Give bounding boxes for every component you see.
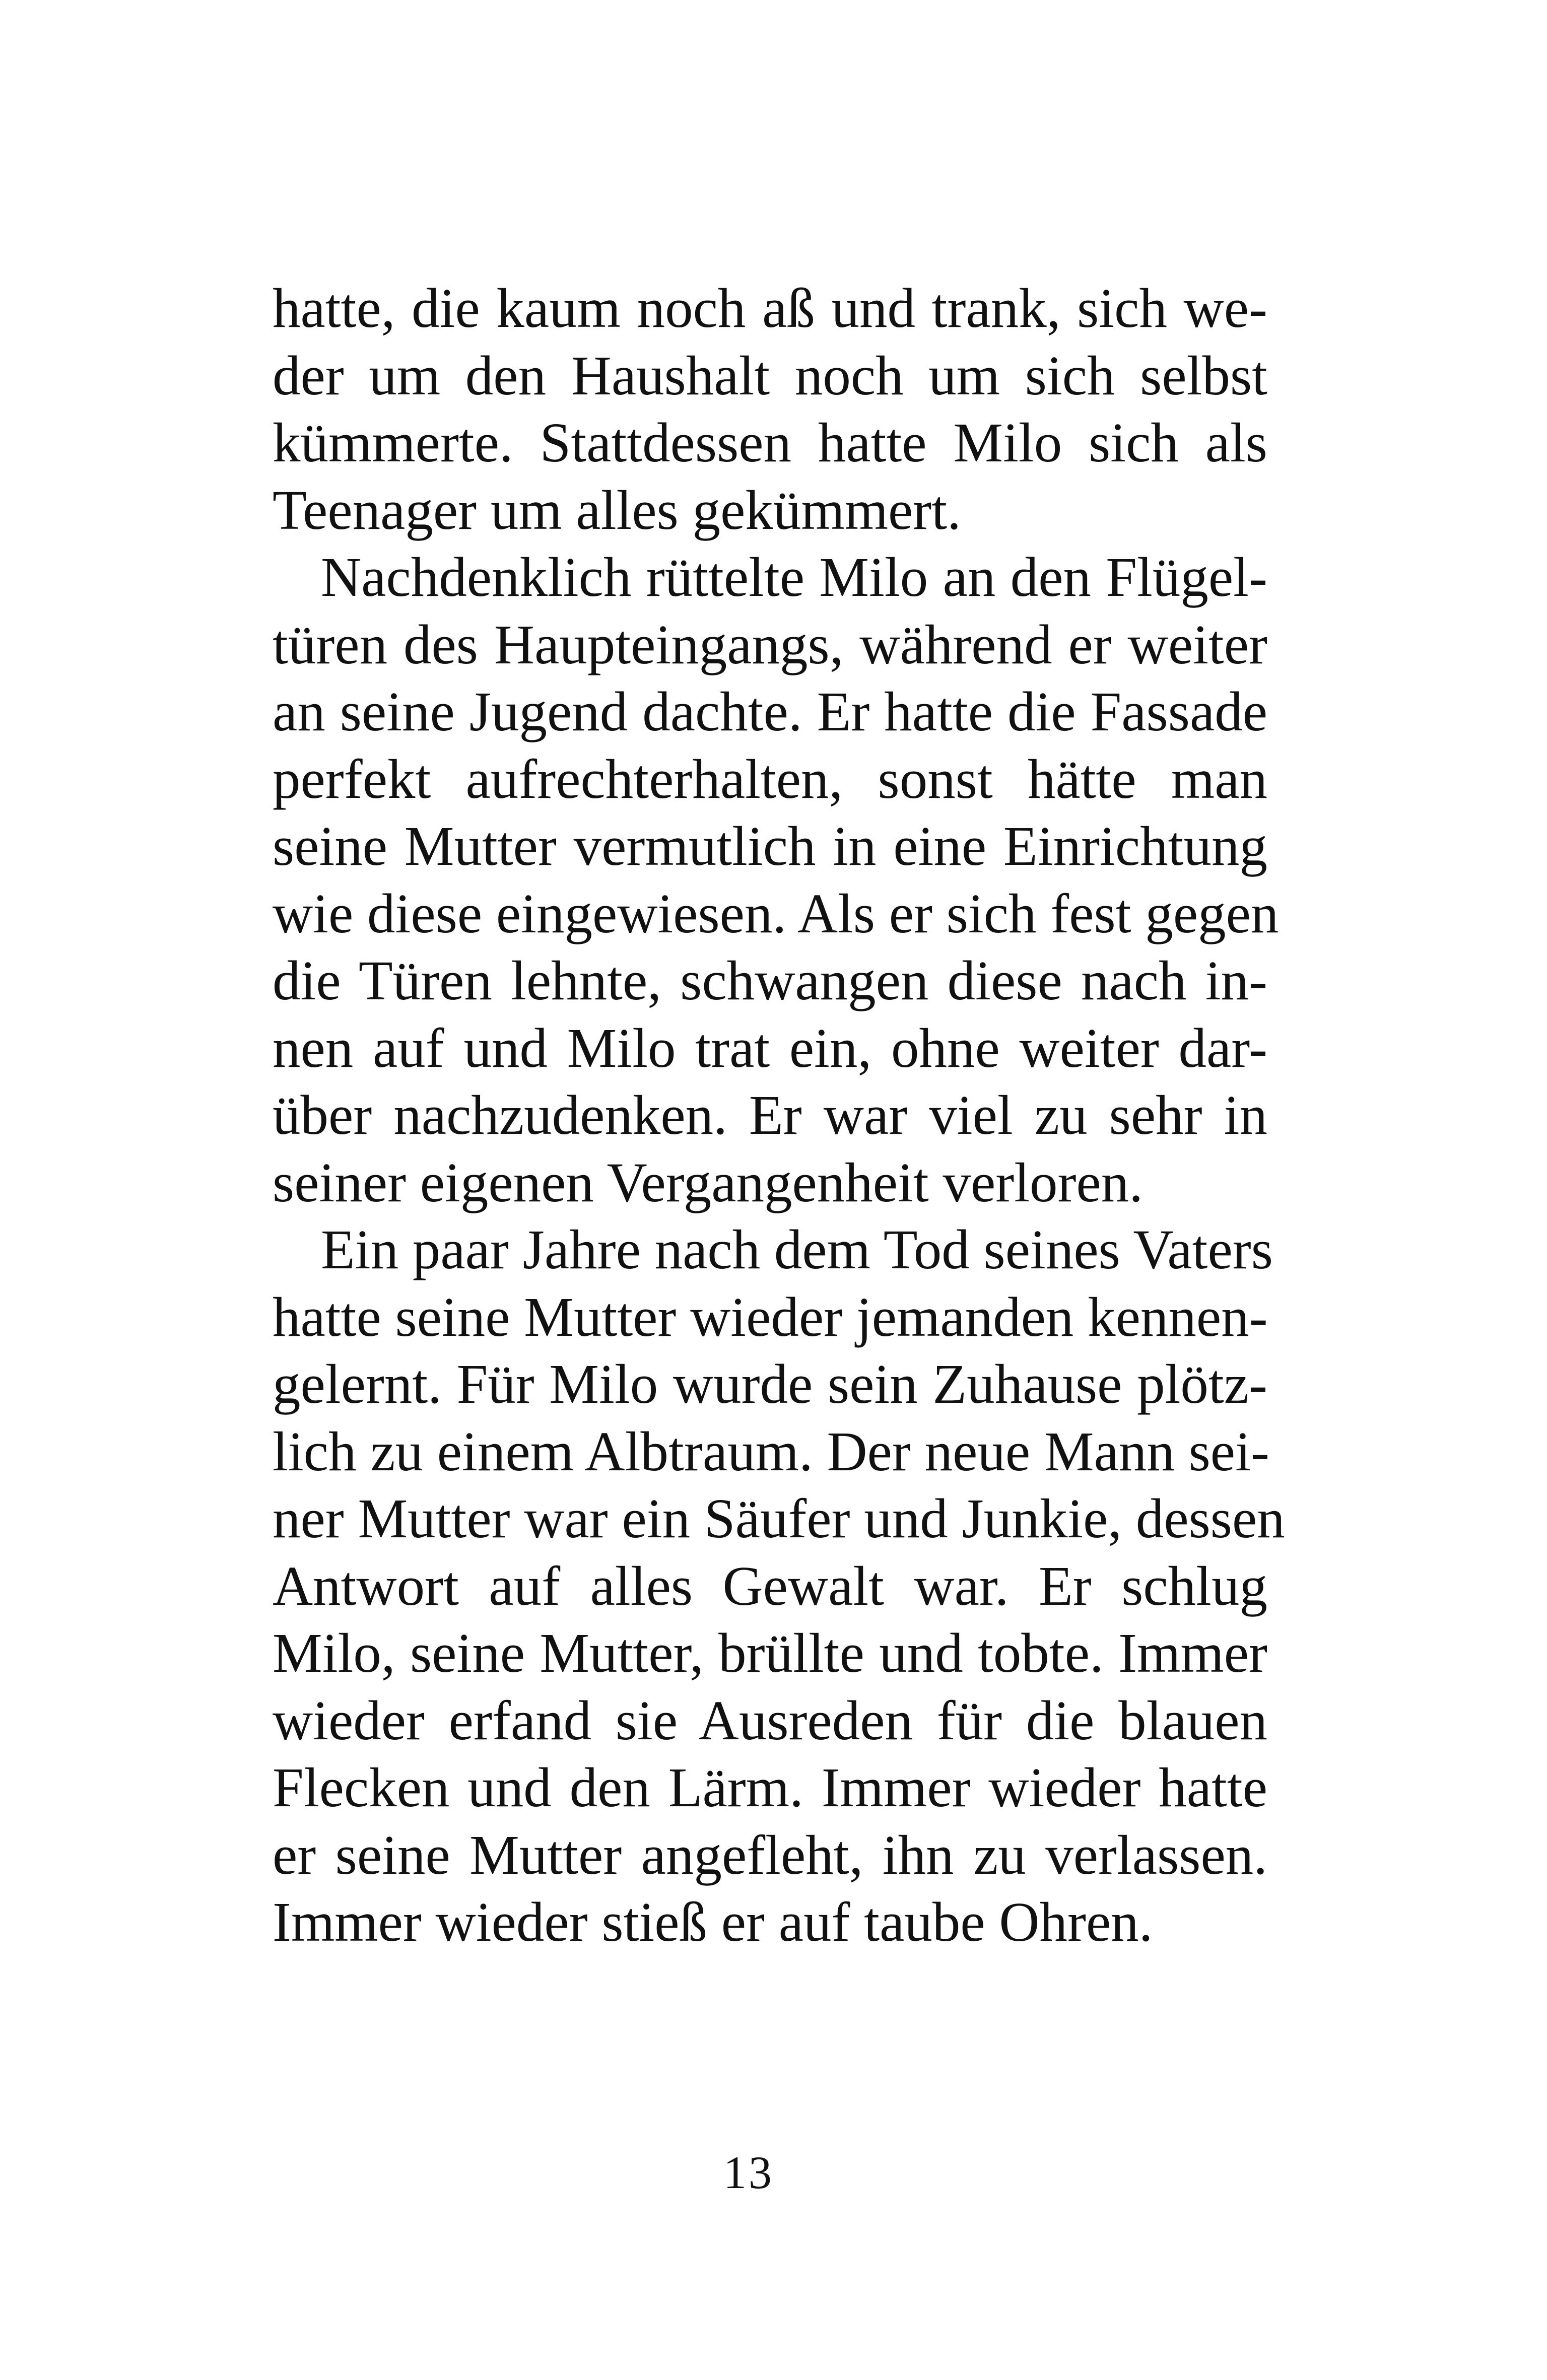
paragraph-3 bbox=[273, 1216, 1285, 1956]
text-line: hatte seine Mutter wieder jemanden kennen- bbox=[273, 1286, 1268, 1348]
text-line: lich zu einem Albtraum. Der neue Mann sei- bbox=[273, 1420, 1269, 1483]
text-line: hatte, die kaum noch aß und trank, sich we- bbox=[273, 278, 1267, 339]
text-line: seiner eigenen Vergangenheit verloren. bbox=[273, 1151, 1144, 1214]
text-line: Antwort auf alles Gewalt war. Er schlug bbox=[273, 1555, 1267, 1617]
page-number: 13 bbox=[723, 2147, 774, 2198]
text-line: seine Mutter vermutlich in eine Einrichtung bbox=[273, 815, 1267, 877]
text-line: an seine Jugend dachte. Er hatte die Fassade bbox=[273, 681, 1267, 743]
text-line: perfekt aufrechterhalten, sonst hätte man bbox=[273, 748, 1267, 810]
text-line: Flecken und den Lärm. Immer wieder hatte bbox=[273, 1757, 1267, 1819]
paragraph-2 bbox=[273, 544, 1279, 1216]
text-line: ner Mutter war ein Säufer und Junkie, dessen bbox=[273, 1488, 1285, 1550]
text-line: der um den Haushalt noch um sich selbst bbox=[273, 345, 1267, 407]
text-line: Teenager um alles gekümmert. bbox=[273, 479, 961, 541]
text-line: Nachdenklich rüttelte Milo an den Flügel- bbox=[321, 547, 1267, 608]
text-line: kümmerte. Stattdessen hatte Milo sich als bbox=[273, 412, 1267, 474]
text-line: er seine Mutter angefleht, ihn zu verlassen. bbox=[273, 1824, 1267, 1886]
text-line: Immer wieder stieß er auf taube Ohren. bbox=[273, 1891, 1153, 1953]
body-text bbox=[273, 275, 1285, 1956]
text-line: türen des Haupteingangs, während er weiter bbox=[273, 614, 1267, 676]
text-line: gelernt. Für Milo wurde sein Zuhause plötz- bbox=[273, 1353, 1267, 1415]
text-line: wie diese eingewiesen. Als er sich fest gegen bbox=[273, 882, 1279, 945]
text-line: die Türen lehnte, schwangen diese nach in- bbox=[273, 950, 1267, 1012]
paragraph-1 bbox=[273, 275, 1267, 544]
text-line: Ein paar Jahre nach dem Tod seines Vaters bbox=[321, 1219, 1273, 1281]
text-line: wieder erfand sie Ausreden für die blauen bbox=[273, 1689, 1267, 1752]
text-line: über nachzudenken. Er war viel zu sehr in bbox=[273, 1084, 1267, 1146]
text-line: nen auf und Milo trat ein, ohne weiter dar- bbox=[273, 1017, 1267, 1079]
text-line: Milo, seine Mutter, brüllte und tobte. Immer bbox=[273, 1622, 1267, 1684]
